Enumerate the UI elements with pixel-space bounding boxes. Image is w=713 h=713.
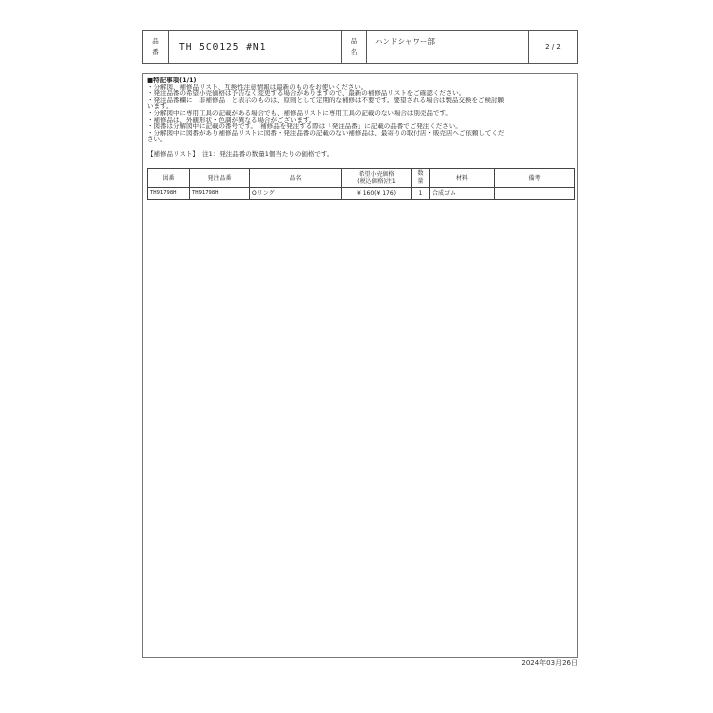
note-line: ・発注品番欄に 非補修品 と表示のものは、原則として定期的な補修は不要です。要望される場合は製品交換をご検討願 <box>147 96 504 104</box>
note-line: います。 <box>147 103 173 110</box>
note-line: ・分解図中に専用工具の記載がある場合でも、補修品リストに専用工具の記載のない場合は別売品です。 <box>147 109 452 117</box>
footer-date: 2024年03月26日 <box>521 659 578 667</box>
special-notes <box>143 74 577 143</box>
page-indicator: 2 / 2 <box>545 43 561 51</box>
note-line: ・補修品は、外観形状・色調が異なる場合がございます。 <box>147 116 316 124</box>
cell-material: 合成ゴム <box>430 188 495 200</box>
parts-table <box>147 168 575 200</box>
part-number-value: TH 5C0125 #N1 <box>169 31 342 63</box>
part-number-label-cell <box>143 31 169 63</box>
parts-table-header-row <box>148 169 575 188</box>
col-header-price-line2: (税込価格)注1 <box>357 178 396 185</box>
part-name-label: 品名 <box>350 37 358 56</box>
header-table <box>142 30 578 64</box>
cell-remarks <box>495 188 575 200</box>
note-line: さい。 <box>147 136 167 143</box>
col-header-material: 材料 <box>430 169 495 188</box>
col-header-quantity: 数量 <box>412 169 430 188</box>
notes-title: ■特記事項(1/1) <box>147 77 197 84</box>
col-header-drawing-no: 図番 <box>148 169 190 188</box>
col-header-price <box>342 169 412 188</box>
note-line: ・分解図中に図番があり補修品リストに図番・発注品番の記載のない補修品は、最寄りの取付店・販売店へご依頼してくだ <box>147 129 505 137</box>
note-line: ・図番は分解図中に記載の番号です。 補修品を発注する際は「発注品番」に記載の品番でご発注ください。 <box>147 123 462 130</box>
col-header-part-name: 品名 <box>250 169 342 188</box>
cell-price: ¥ 160(¥ 176) <box>342 188 412 200</box>
note-line: ・分解図、補修品リスト、互換性注意情報は最新のものをお使いください。 <box>147 83 368 91</box>
repair-parts-list-heading: 【補修品リスト】 注1：発注品番の数量1個当たりの価格です。 <box>147 149 334 158</box>
content-box <box>142 73 578 658</box>
part-name-label-cell <box>342 31 367 63</box>
col-header-price-line1: 希望小売価格 <box>358 170 395 178</box>
parts-table-row <box>148 188 575 200</box>
cell-part-name: Oリング <box>250 188 342 200</box>
note-line: ・発注品番の希望小売価格は予告なく変更する場合がありますので、最新の補修品リストをご確認ください。 <box>147 90 466 97</box>
cell-order-no: TH91798H <box>190 188 250 200</box>
col-header-remarks: 備考 <box>495 169 575 188</box>
part-name-value: ハンドシャワー部 <box>367 31 529 63</box>
cell-quantity: 1 <box>412 188 430 200</box>
cell-drawing-no: TH91798H <box>148 188 190 200</box>
col-header-order-no: 発注品番 <box>190 169 250 188</box>
part-number-label: 品番 <box>152 37 159 56</box>
